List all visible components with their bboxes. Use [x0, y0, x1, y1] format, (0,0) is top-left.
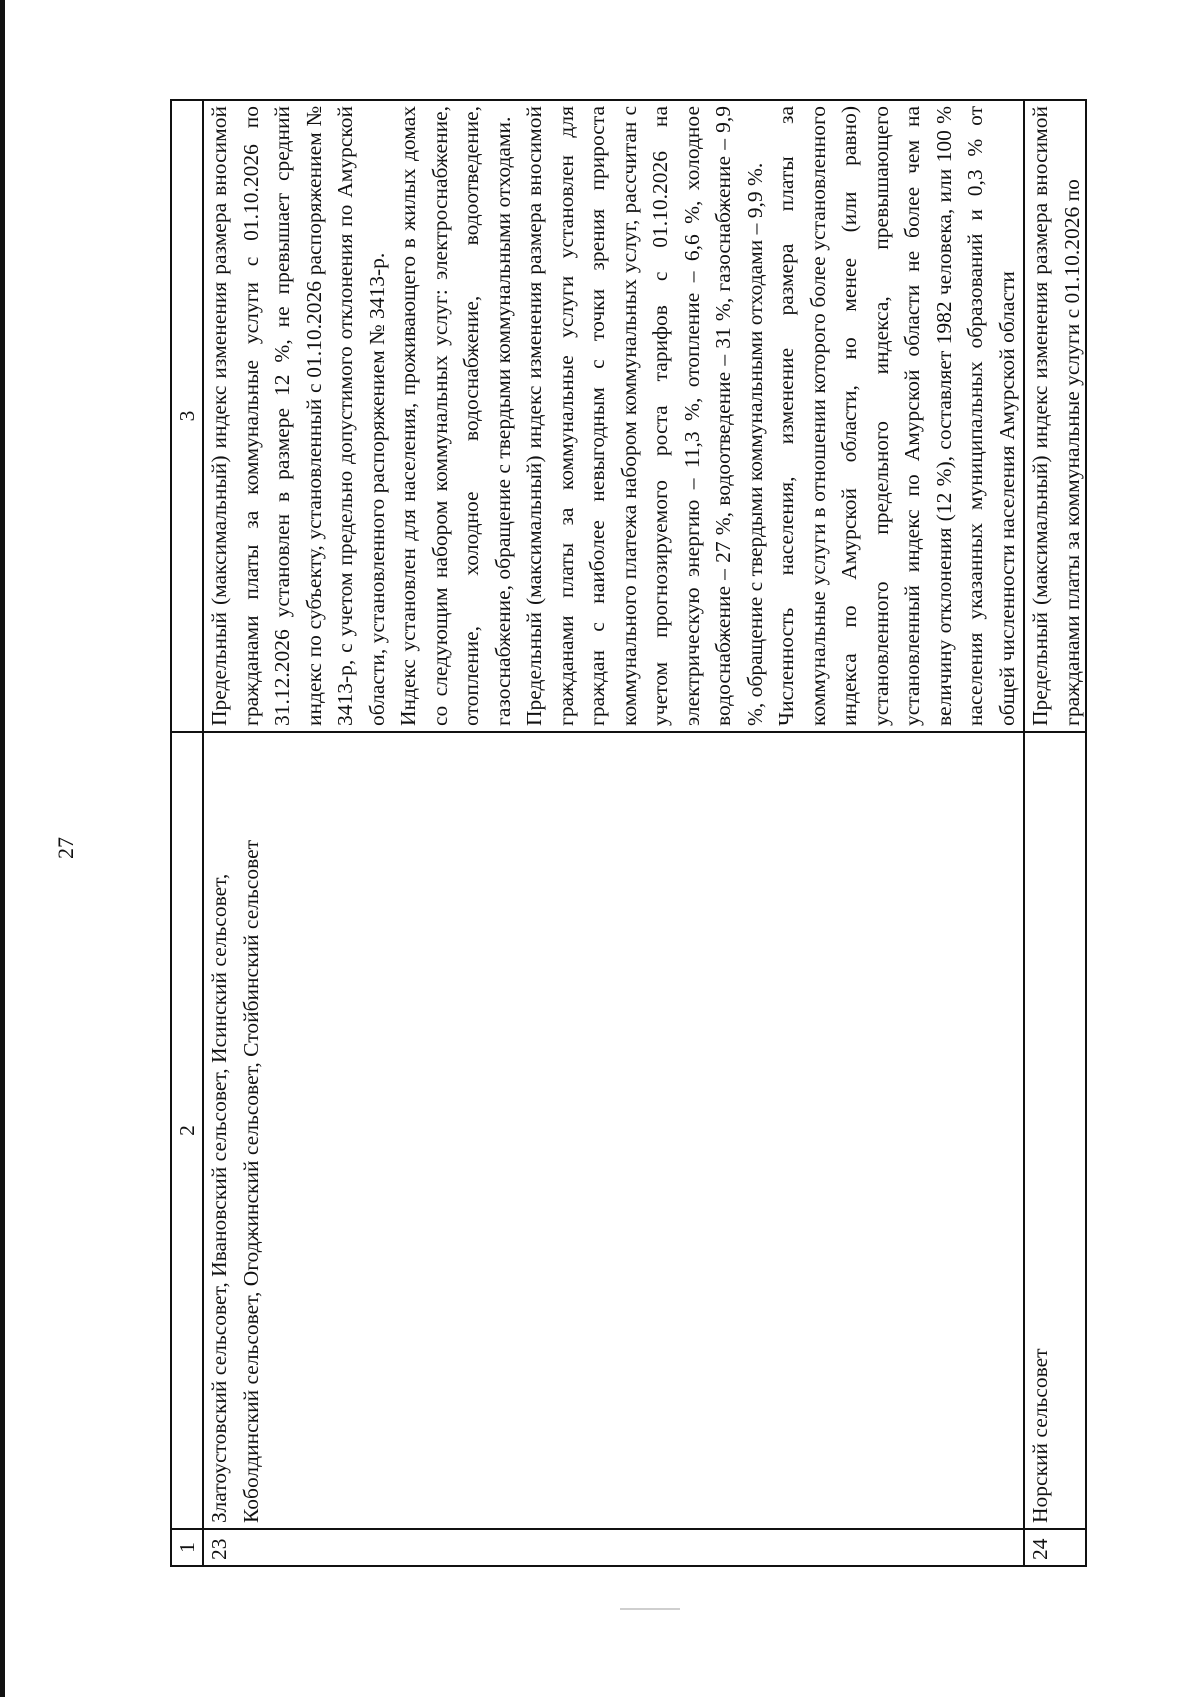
page-number: 27 [53, 837, 78, 859]
municipality-name: Норский сельсовет [1024, 732, 1086, 1529]
row-number: 24 [1024, 1529, 1086, 1566]
description-paragraph: Предельный (максимальный) индекс изменения размера вносимой гражданами платы за коммунальные услуги с 01.10.2026 по [1028, 106, 1084, 726]
rotated-table-container [170, 106, 1084, 1567]
document-table [170, 99, 1087, 1567]
header-col-1: 1 [171, 1529, 203, 1566]
table-header-row [171, 100, 203, 1566]
description-paragraph: Предельный (максимальный) индекс изменения размера вносимой гражданами платы за коммунальные услуги установлен для граждан с наиболее невыгодным с точки зрения прироста коммунального платежа набором коммунальных услуг, рассчитан с учетом прогнозируемого роста тарифов с 01.10.2026 на электрическую энергию – 11,3 %, отопление – 6,6 %, холодное водоснабжение – 27 %, водоотведение – 31 %, газоснабжение – 9,9 %, обращение с твердыми коммунальными отходами – 9,9 %. [522, 106, 767, 726]
truncated-description [1025, 106, 1085, 726]
table-row [203, 100, 1024, 1566]
table-row [1024, 100, 1086, 1566]
municipality-name: Златоустовский сельсовет, Ивановский сельсовет, Исинский сельсовет, Коболдинский сельсовет, Огоджинский сельсовет, Стойбинский сельсовет [203, 732, 1024, 1529]
row-number: 23 [203, 1529, 1024, 1566]
index-description [1024, 100, 1086, 732]
header-col-2: 2 [171, 732, 203, 1529]
header-col-3: 3 [171, 100, 203, 732]
description-paragraph: Численность населения, изменение размера платы за коммунальные услуги в отношении которого более установленного индекса по Амурской области, но менее (или равно) установленного предельного индекса, превышающего установленный индекс по Амурской области не более чем на величину отклонения (12 %), составляет 1982 человека, или 100 % населения указанных муниципальных образований и 0,3 % от общей численности населения Амурской области [774, 106, 1019, 726]
scan-artifact [620, 1608, 680, 1610]
description-paragraph: Индекс установлен для населения, проживающего в жилых домах со следующим набором коммунальных услуг: электроснабжение, отопление, холодное водоснабжение, водоотведение, газоснабжение, обращение с твердыми коммунальными отходами. [396, 106, 515, 726]
description-paragraph: Предельный (максимальный) индекс изменения размера вносимой гражданами платы за коммунальные услуги с 01.10.2026 по 31.12.2026 установлен в размере 12 %, не превышает средний индекс по субъекту, установленный с 01.10.2026 распоряжением № 3413-р, с учетом предельно допустимого отклонения по Амурской области, установленного распоряжением № 3413-р. [207, 106, 389, 726]
index-description [203, 100, 1024, 732]
scan-left-edge [0, 0, 5, 1697]
